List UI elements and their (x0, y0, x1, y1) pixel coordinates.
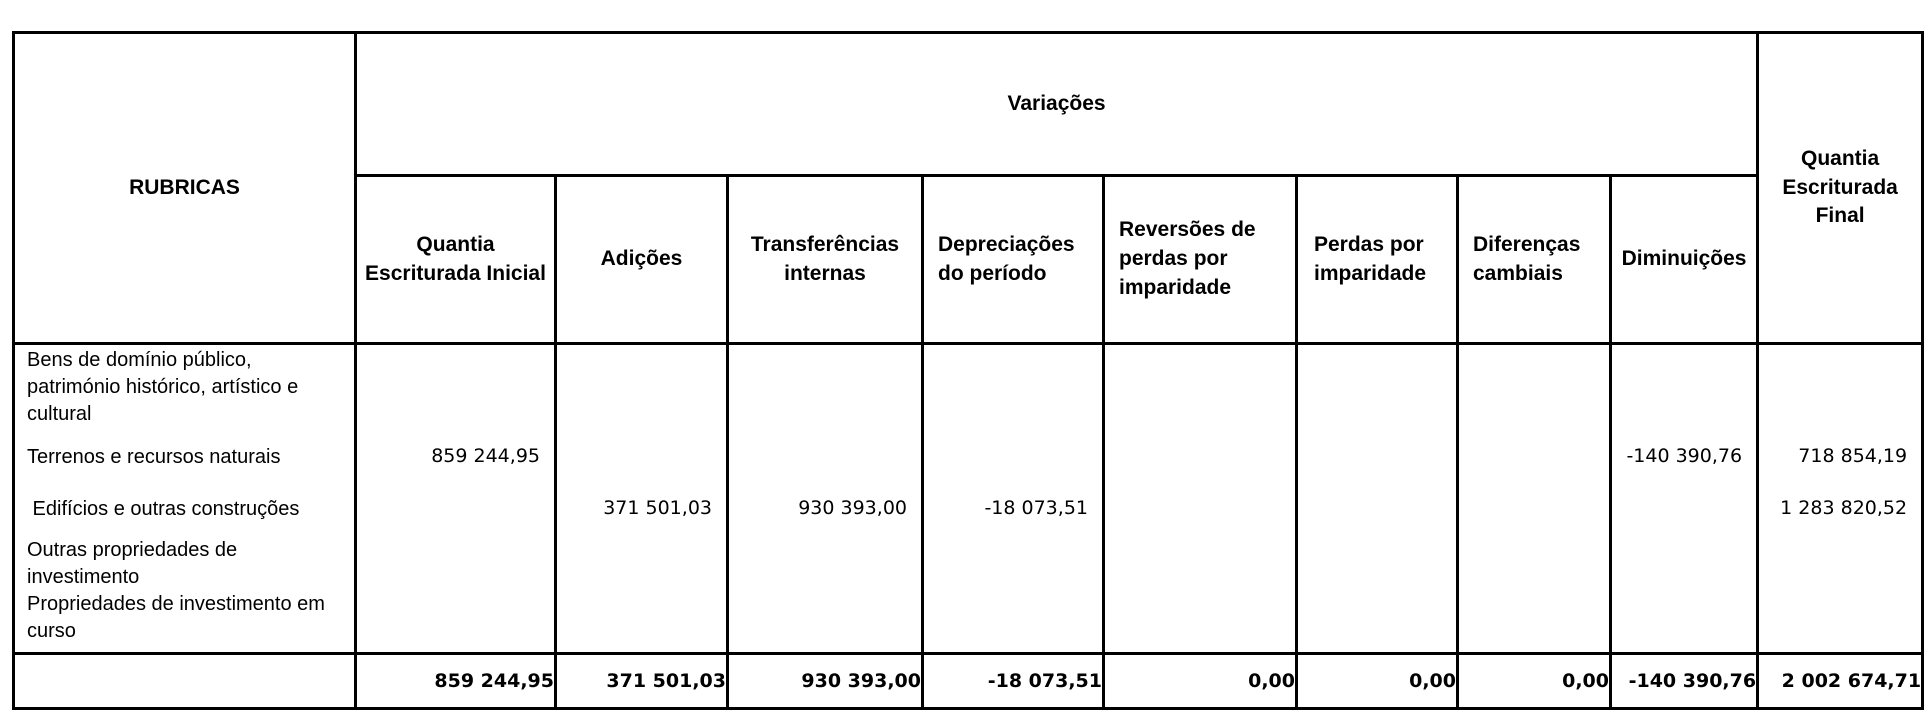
rubrica-outras-propriedades: Outras propriedades de investimento (27, 539, 238, 588)
col-diminuicoes (1611, 344, 1758, 654)
value-terrenos-diminuicoes: -140 390,76 (1626, 445, 1743, 467)
value-edificios-final: 1 283 820,52 (1780, 497, 1908, 519)
col-adicoes (556, 344, 728, 654)
col-quantia-final (1758, 344, 1923, 654)
total-reversoes: 0,00 (1104, 654, 1297, 709)
value-edificios-depreciacoes: -18 073,51 (984, 497, 1088, 519)
assets-variation-table (12, 31, 1924, 710)
rubrica-edificios: Edifícios e outras construções (27, 498, 300, 520)
col-quantia-inicial (356, 344, 556, 654)
header-diferencas: Diferenças cambiais (1458, 176, 1611, 344)
header-depreciacoes: Depreciações do período (923, 176, 1104, 344)
col-diferencas (1458, 344, 1611, 654)
header-perdas: Perdas por imparidade (1297, 176, 1458, 344)
rubrica-terrenos: Terrenos e recursos naturais (27, 446, 281, 468)
header-adicoes: Adições (556, 176, 728, 344)
total-diferencas: 0,00 (1458, 654, 1611, 709)
total-quantia-final: 2 002 674,71 (1758, 654, 1923, 709)
header-quantia-final: Quantia Escriturada Final (1758, 33, 1923, 344)
col-perdas (1297, 344, 1458, 654)
rubrica-propriedades-em-curso: Propriedades de investimento em curso (27, 593, 325, 642)
header-variacoes: Variações (356, 33, 1758, 176)
value-terrenos-final: 718 854,19 (1798, 445, 1908, 467)
total-transferencias: 930 393,00 (728, 654, 923, 709)
total-quantia-inicial: 859 244,95 (356, 654, 556, 709)
header-diminuicoes: Diminuições (1611, 176, 1758, 344)
col-depreciacoes (923, 344, 1104, 654)
header-rubricas: RUBRICAS (14, 33, 356, 344)
value-edificios-adicoes: 371 501,03 (603, 497, 712, 519)
value-edificios-transferencias: 930 393,00 (798, 497, 907, 519)
total-perdas: 0,00 (1297, 654, 1458, 709)
col-reversoes (1104, 344, 1297, 654)
header-transferencias: Transferências internas (728, 176, 923, 344)
col-transferencias (728, 344, 923, 654)
total-adicoes: 371 501,03 (556, 654, 728, 709)
total-depreciacoes: -18 073,51 (923, 654, 1104, 709)
total-diminuicoes: -140 390,76 (1611, 654, 1758, 709)
rubrica-bens-dominio-publico: Bens de domínio público, património histórico, artístico e cultural (27, 349, 299, 425)
header-reversoes: Reversões de perdas por imparidade (1104, 176, 1297, 344)
value-terrenos-inicial: 859 244,95 (431, 445, 540, 467)
header-quantia-inicial: Quantia Escriturada Inicial (356, 176, 556, 344)
rubricas-cell (14, 344, 356, 654)
total-label-cell (14, 654, 356, 709)
